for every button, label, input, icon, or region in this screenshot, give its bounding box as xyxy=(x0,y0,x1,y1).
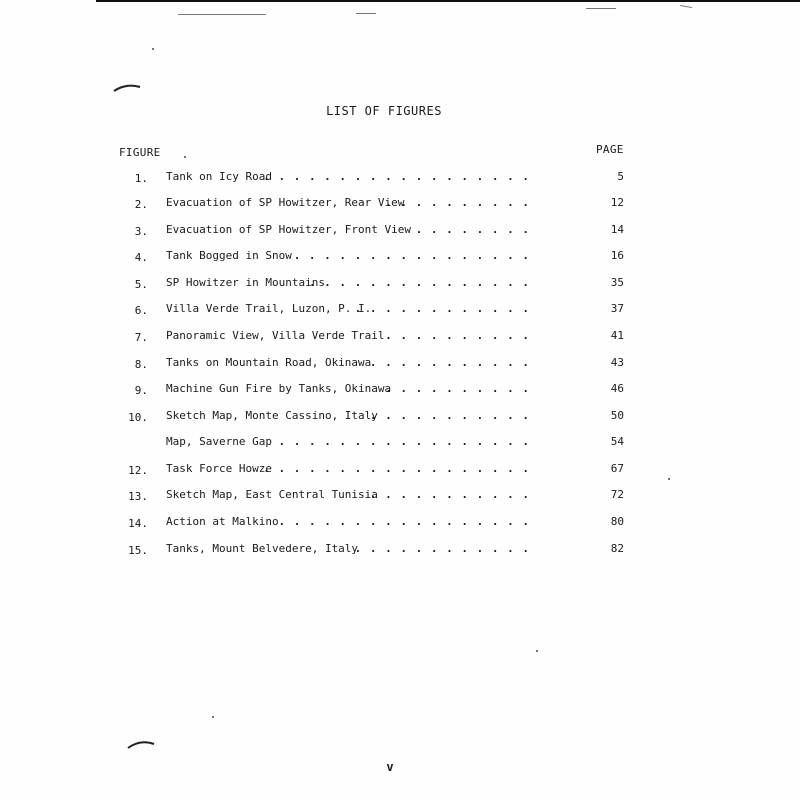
figure-entry xyxy=(0,329,800,347)
figure-title: Panoramic View, Villa Verde Trail xyxy=(166,329,385,342)
figure-title: Villa Verde Trail, Luzon, P. I. xyxy=(166,302,372,315)
figure-number: 3. xyxy=(134,225,148,238)
dust-speck xyxy=(212,716,214,718)
figure-entry xyxy=(0,515,800,533)
figure-page: 46 xyxy=(610,382,624,395)
figure-entry xyxy=(0,276,800,294)
page-title: LIST OF FIGURES xyxy=(326,104,442,118)
top-edge-rule xyxy=(96,0,800,2)
figure-entry xyxy=(0,409,800,427)
figure-number: 9. xyxy=(134,384,148,397)
dot-leader: . . . . . . . . xyxy=(415,223,530,236)
figure-title: Sketch Map, Monte Cassino, Italy xyxy=(166,409,378,422)
figure-number: 8. xyxy=(134,358,148,371)
figure-number: 6. xyxy=(134,304,148,317)
figure-page: 5 xyxy=(617,170,624,183)
figure-page: 82 xyxy=(610,542,624,555)
dot-leader: . . . . . . . . . . . . . . . . . . xyxy=(263,462,530,475)
figure-page: 43 xyxy=(610,356,624,369)
figure-entry xyxy=(0,170,800,188)
figure-title: Task Force Howze xyxy=(166,462,272,475)
figure-number: 4. xyxy=(134,251,148,264)
figure-title: SP Howitzer in Mountains xyxy=(166,276,325,289)
dot-leader: . . . . . . . . . . xyxy=(385,382,530,395)
figure-title: Evacuation of SP Howitzer, Front View xyxy=(166,223,412,236)
column-heading-page: PAGE xyxy=(596,143,624,156)
figure-page: 80 xyxy=(610,515,624,528)
figure-entry xyxy=(0,302,800,320)
figure-number: 10. xyxy=(128,411,148,424)
column-heading-figure: FIGURE xyxy=(119,146,161,159)
figure-title: Tanks on Mountain Road, Okinawa xyxy=(166,356,372,369)
page-folio: v xyxy=(386,760,394,774)
dot-leader: . . . . . . . . . . . . . . . . . . xyxy=(263,170,530,183)
figure-title: Sketch Map, East Central Tunisia xyxy=(166,488,378,501)
dot-leader: . . . . . . . . . . . . . . . . . xyxy=(278,435,530,448)
figure-number: 2. xyxy=(134,198,148,211)
figure-entry xyxy=(0,196,800,214)
dust-speck xyxy=(184,156,186,158)
dot-leader: . . . . . . . . . . . . . . . xyxy=(308,276,530,289)
figure-title: Evacuation of SP Howitzer, Rear View xyxy=(166,196,405,209)
figure-number: 15. xyxy=(128,544,148,557)
dot-leader: . . . . . . . . . . . . . . . . xyxy=(293,249,530,262)
scan-artifact xyxy=(680,5,692,8)
figure-title: Tank Bogged in Snow xyxy=(166,249,292,262)
scan-artifact xyxy=(356,13,376,14)
pencil-mark xyxy=(112,80,144,96)
dot-leader: . . . . . . . . . . . xyxy=(369,409,530,422)
figure-number: 5. xyxy=(134,278,148,291)
dot-leader: . . . . . . . . . . xyxy=(385,196,530,209)
figure-page: 12 xyxy=(610,196,624,209)
dot-leader: . . . . . . . . . . . . xyxy=(354,302,530,315)
figure-page: 72 xyxy=(610,488,624,501)
scan-artifact xyxy=(586,8,616,9)
figure-entry xyxy=(0,382,800,400)
figure-number: 12. xyxy=(128,464,148,477)
figure-number: 13. xyxy=(128,490,148,503)
figure-page: 37 xyxy=(610,302,624,315)
figure-number: 7. xyxy=(134,331,148,344)
dot-leader: . . . . . . . . . . . xyxy=(369,488,530,501)
figure-entry xyxy=(0,435,800,453)
figure-entry xyxy=(0,223,800,241)
figure-entry xyxy=(0,542,800,560)
figure-entry xyxy=(0,356,800,374)
figure-title: Map, Saverne Gap xyxy=(166,435,272,448)
figure-number: 14. xyxy=(128,517,148,530)
dot-leader: . . . . . . . . . . . . xyxy=(354,542,530,555)
figure-title: Machine Gun Fire by Tanks, Okinawa xyxy=(166,382,392,395)
figure-title: Action at Malkino xyxy=(166,515,279,528)
figure-page: 54 xyxy=(610,435,624,448)
scan-artifact xyxy=(178,14,266,15)
dust-speck xyxy=(536,650,538,652)
figure-page: 14 xyxy=(610,223,624,236)
figure-entry xyxy=(0,249,800,267)
figure-page: 41 xyxy=(610,329,624,342)
figure-page: 16 xyxy=(610,249,624,262)
figure-entry xyxy=(0,462,800,480)
pencil-mark xyxy=(126,736,158,752)
figure-page: 50 xyxy=(610,409,624,422)
dot-leader: . . . . . . . . . . . xyxy=(369,356,530,369)
figure-title: Tanks, Mount Belvedere, Italy xyxy=(166,542,359,555)
dot-leader: . . . . . . . . . . . . . . . . . xyxy=(278,515,530,528)
figure-number: 1. xyxy=(134,172,148,185)
dot-leader: . . . . . . . . . . xyxy=(385,329,530,342)
figure-page: 67 xyxy=(610,462,624,475)
dust-speck xyxy=(152,48,154,50)
figure-entry xyxy=(0,488,800,506)
figure-page: 35 xyxy=(610,276,624,289)
figure-title: Tank on Icy Road xyxy=(166,170,272,183)
